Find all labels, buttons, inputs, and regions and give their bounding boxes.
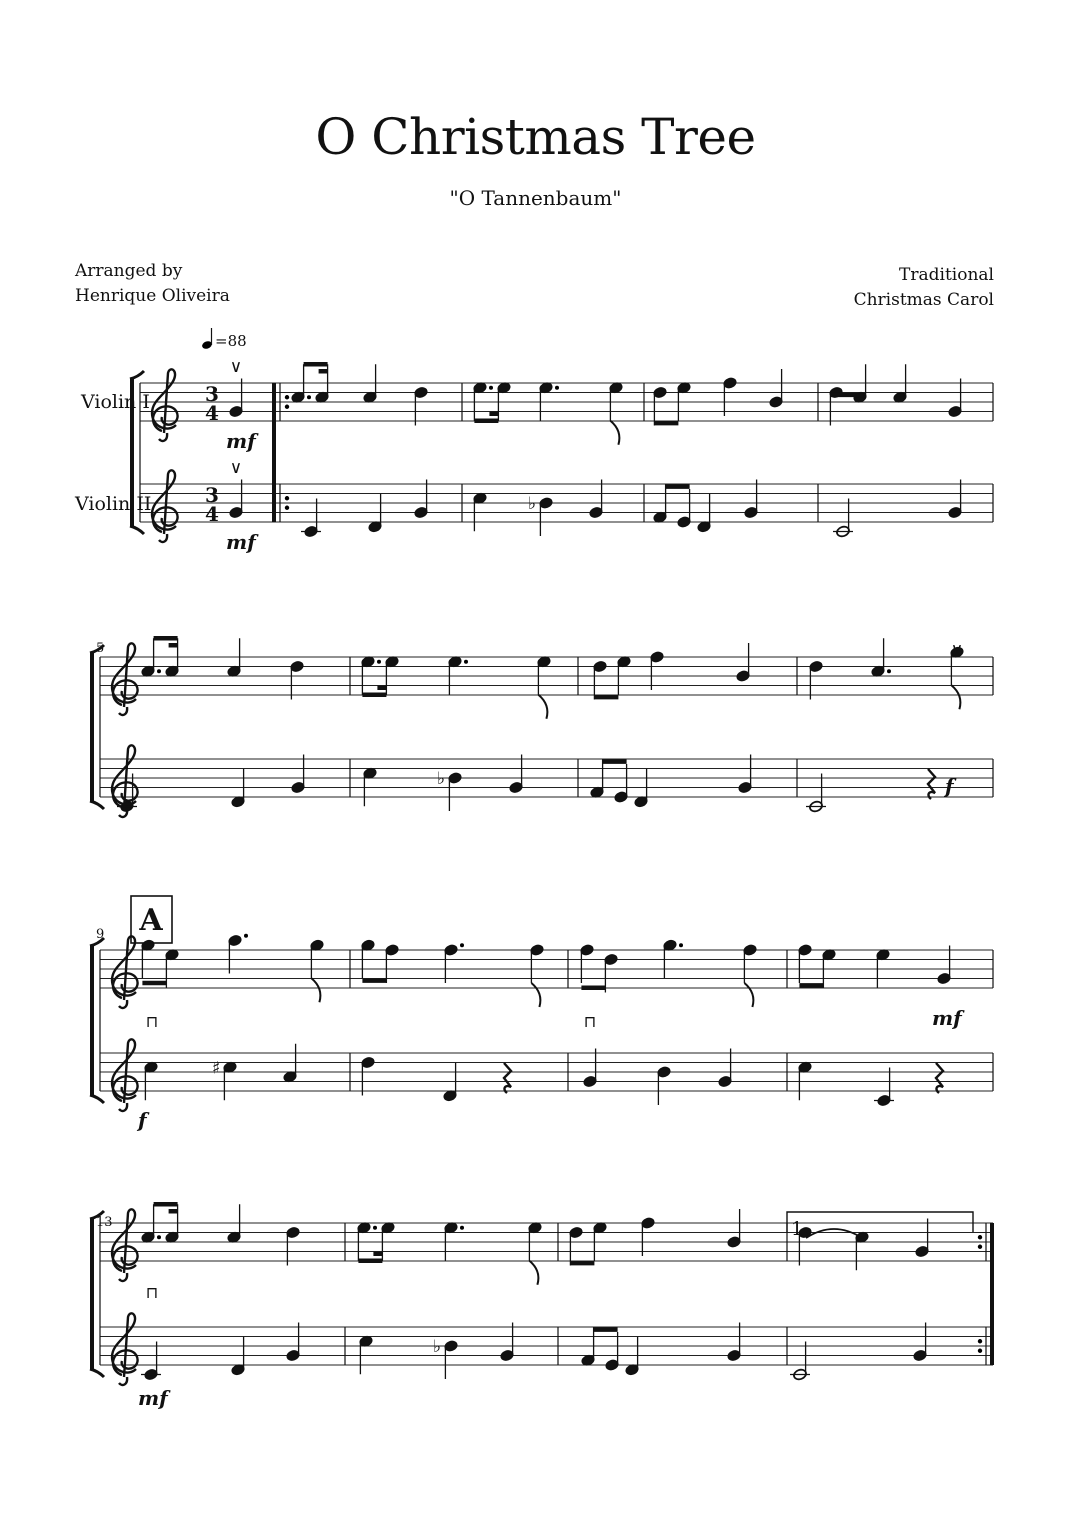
arranger-label: Arranged by (75, 261, 183, 281)
time-signature-numerator: 3 (205, 483, 219, 507)
dynamic-marking: f (138, 1108, 147, 1132)
sharp-accidental: ♯ (212, 1058, 221, 1079)
repeat-dot (285, 506, 289, 510)
augmentation-dot (377, 660, 381, 664)
flat-accidental: ♭ (528, 494, 537, 514)
quarter-rest-icon (936, 1063, 943, 1093)
treble-clef-icon (152, 470, 178, 542)
dynamic-marking: mf (226, 429, 256, 453)
treble-clef-path (112, 936, 138, 1008)
up-bow-icon: ∨ (950, 640, 964, 660)
volta-bracket (787, 1212, 973, 1232)
treble-clef-path (112, 1039, 138, 1111)
quarter-rest-icon (504, 1063, 511, 1093)
augmentation-dot (373, 1226, 377, 1230)
augmentation-dot (157, 669, 161, 673)
repeat-dot (285, 496, 289, 500)
augmentation-dot (460, 943, 464, 947)
arranger-name: Henrique Oliveira (75, 286, 230, 306)
augmentation-dot (157, 1235, 161, 1239)
augmentation-dot (460, 1226, 464, 1230)
bracket-top-hook (130, 371, 144, 379)
repeat-dot (978, 1245, 982, 1249)
volta-label: 1. (791, 1218, 810, 1240)
augmentation-dot (679, 943, 683, 947)
composer-label: Traditional (899, 265, 994, 285)
note-flag (531, 983, 540, 1007)
measure-number: 9 (96, 927, 105, 942)
time-signature-numerator: 3 (205, 382, 219, 406)
note-flag (610, 421, 619, 445)
repeat-dot (285, 395, 289, 399)
tempo-marking: =88 (215, 332, 247, 350)
bracket-bottom-hook (130, 526, 144, 534)
down-bow-icon: ⊓ (145, 1283, 159, 1302)
page-title: O Christmas Tree (315, 108, 756, 166)
augmentation-dot (244, 934, 248, 938)
time-signature-denominator: 4 (205, 502, 219, 526)
repeat-dot (285, 405, 289, 409)
augmentation-dot (464, 660, 468, 664)
treble-clef-icon (112, 1039, 138, 1111)
treble-clef-path (112, 643, 138, 715)
note-flag (529, 1261, 538, 1285)
treble-clef-icon (152, 369, 178, 441)
composer-name: Christmas Carol (853, 290, 994, 310)
dynamic-marking: mf (138, 1386, 168, 1410)
up-bow-icon: ∨ (229, 458, 243, 478)
repeat-dot (978, 1339, 982, 1343)
dynamic-marking: f (945, 774, 954, 798)
bracket-bottom-hook (90, 1095, 104, 1103)
bracket-bottom-hook (90, 1369, 104, 1377)
note-flag (951, 685, 960, 709)
slur (806, 1229, 862, 1238)
bracket-bottom-hook (90, 801, 104, 809)
augmentation-dot (489, 386, 493, 390)
treble-clef-icon (112, 936, 138, 1008)
treble-clef-path (112, 1313, 138, 1385)
rehearsal-mark: A (139, 903, 163, 938)
augmentation-dot (887, 669, 891, 673)
time-signature-denominator: 4 (205, 401, 219, 425)
treble-clef-path (112, 1209, 138, 1281)
treble-clef-icon (112, 1313, 138, 1385)
treble-clef-icon (112, 643, 138, 715)
treble-clef-path (152, 369, 178, 441)
flat-accidental: ♭ (437, 769, 446, 789)
subtitle: "O Tannenbaum" (449, 186, 622, 210)
treble-clef-path (152, 470, 178, 542)
up-bow-icon: ∨ (229, 357, 243, 377)
measure-number: 5 (96, 641, 105, 656)
dynamic-marking: mf (932, 1006, 962, 1030)
down-bow-icon: ⊓ (583, 1012, 597, 1031)
flat-accidental: ♭ (433, 1337, 442, 1357)
repeat-dot (978, 1349, 982, 1353)
repeat-dot (978, 1235, 982, 1239)
down-bow-icon: ⊓ (145, 1012, 159, 1031)
note-flag (538, 695, 547, 719)
treble-clef-icon (112, 1209, 138, 1281)
note-flag (311, 978, 320, 1002)
measure-number: 13 (96, 1215, 113, 1230)
instrument-name-violin-1: Violin I (81, 391, 150, 413)
note-flag (744, 983, 753, 1007)
augmentation-dot (307, 395, 311, 399)
quarter-rest-icon (928, 769, 935, 799)
dynamic-marking: mf (226, 530, 256, 554)
instrument-name-violin-2: Violin II (75, 493, 152, 515)
augmentation-dot (555, 386, 559, 390)
